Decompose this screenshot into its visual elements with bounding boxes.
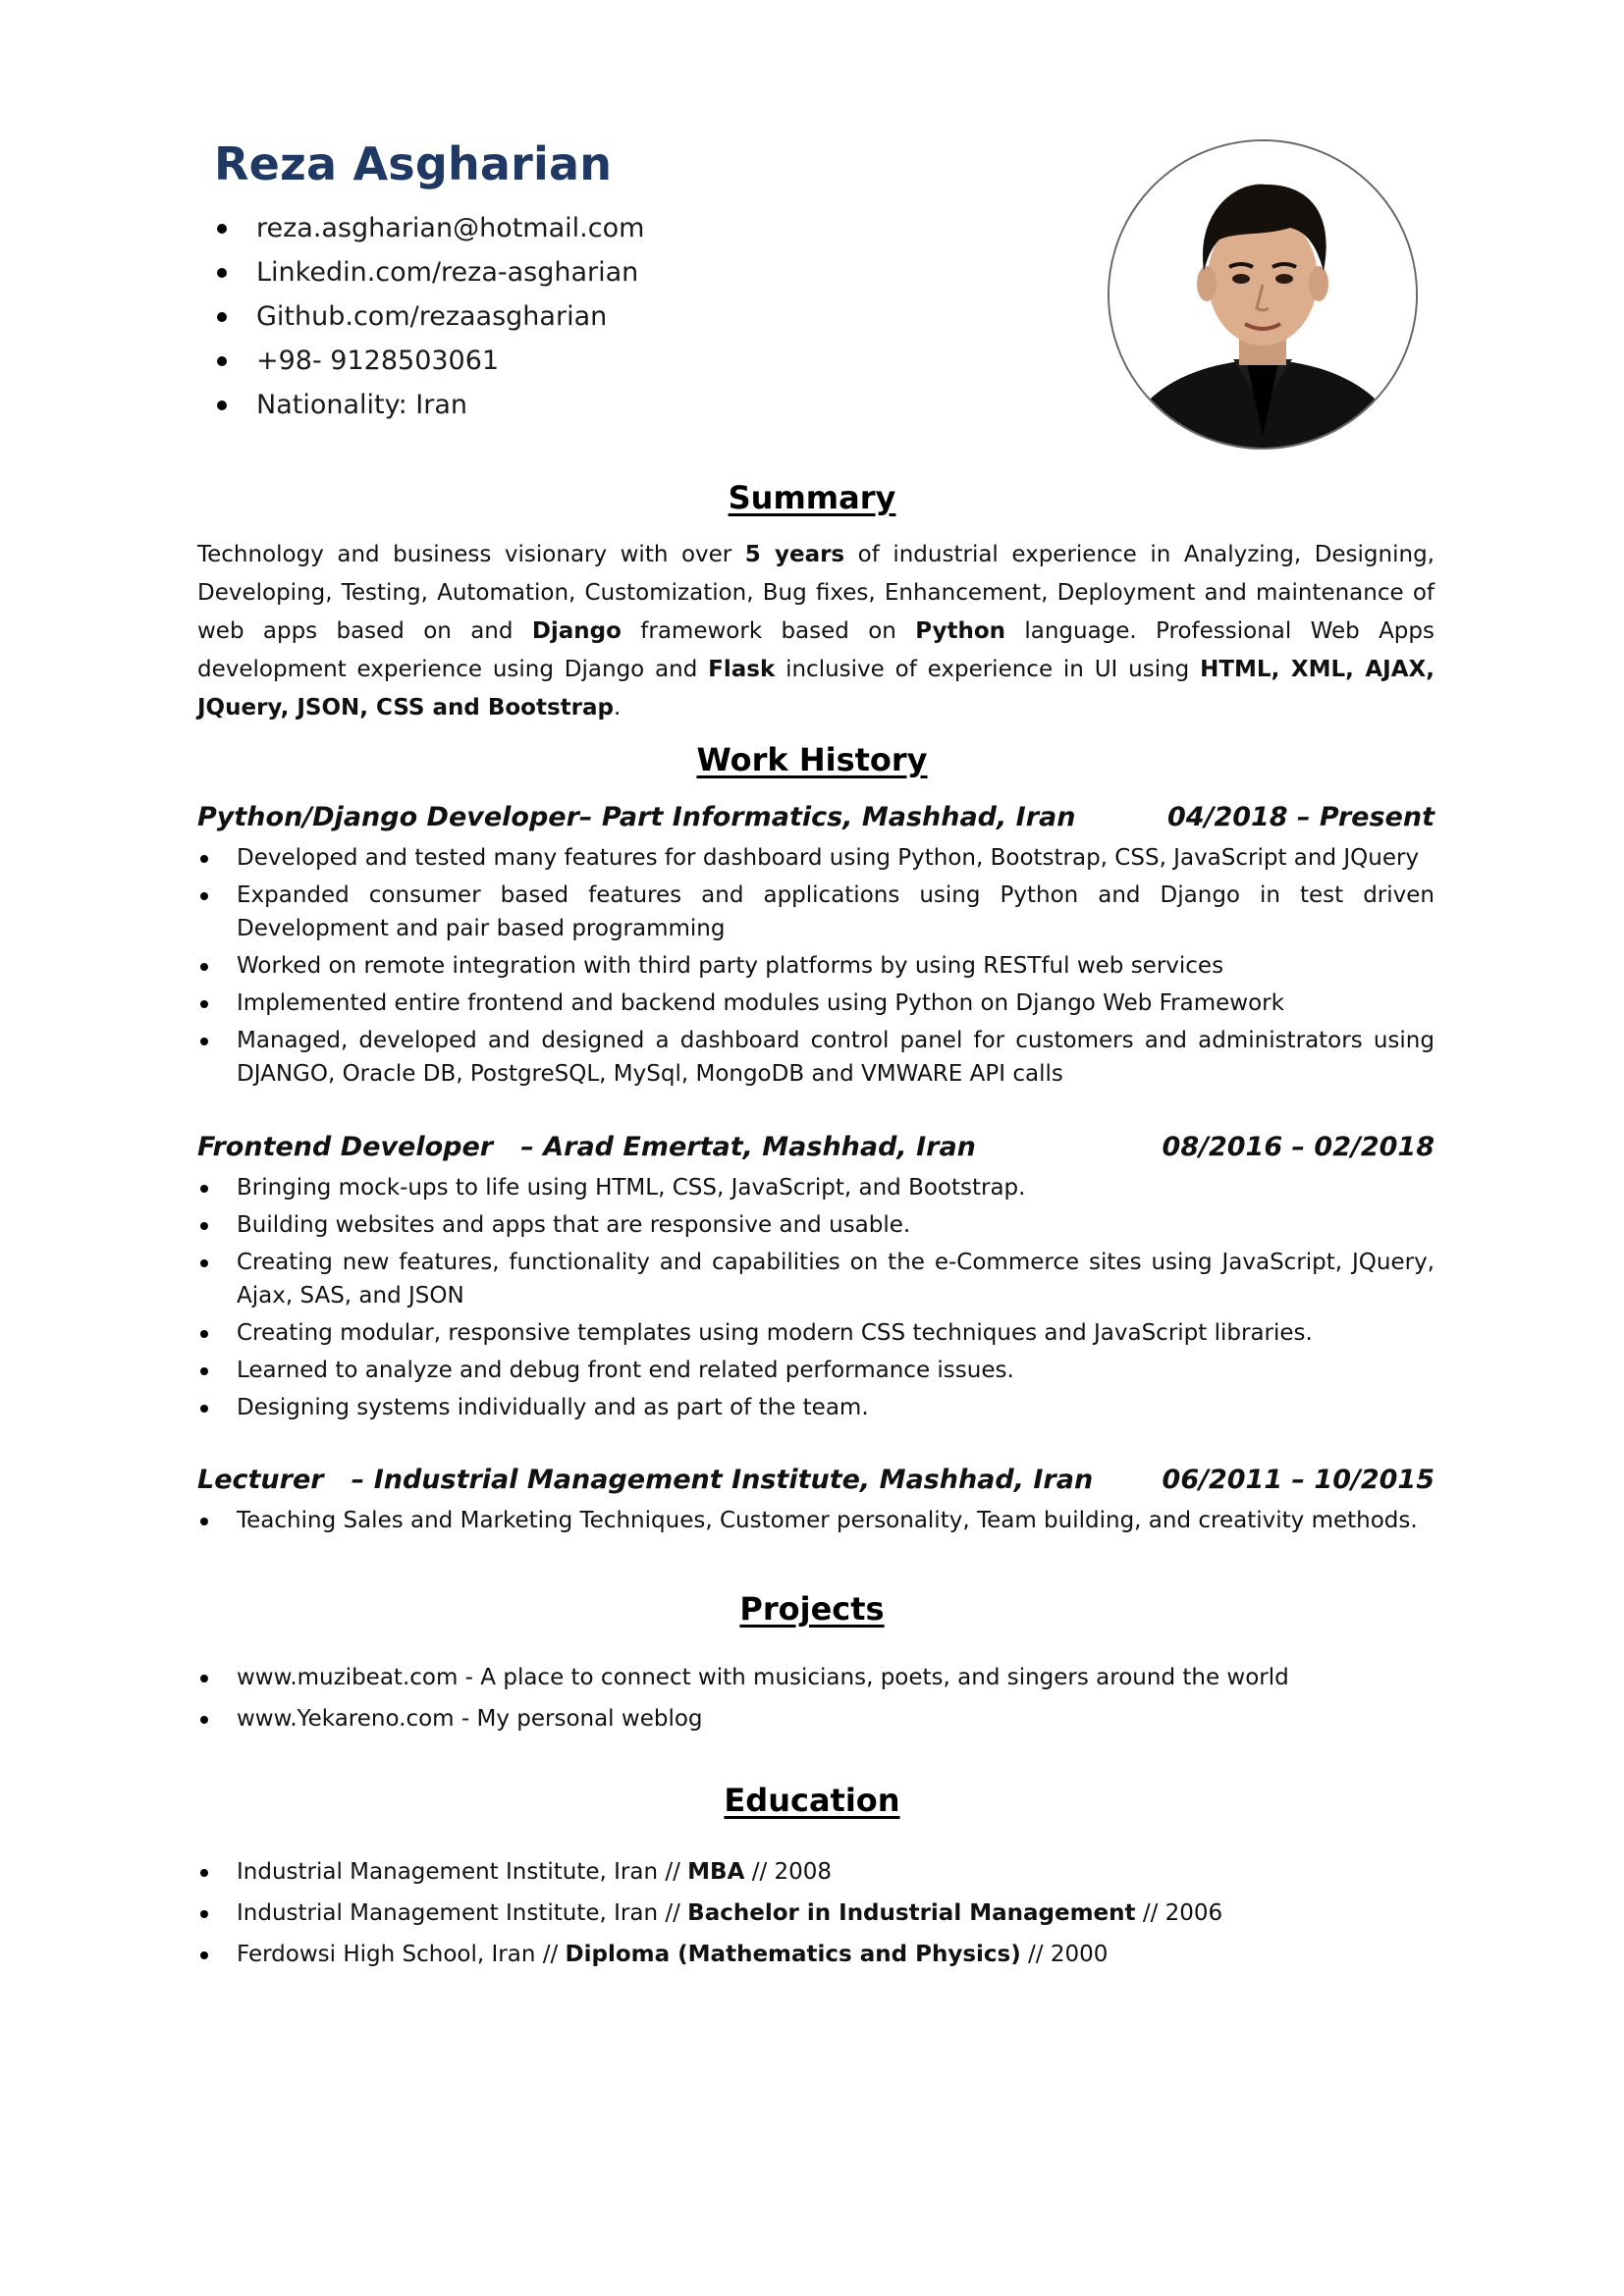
profile-photo [1108, 139, 1418, 450]
education-degree: Bachelor in Industrial Management [687, 1900, 1136, 1926]
education-institution: Industrial Management Institute, Iran // [237, 1900, 688, 1926]
job-header-1 [197, 802, 1435, 837]
summary-heading: Summary [728, 479, 896, 516]
contact-phone: +98- 9128503061 [214, 339, 644, 383]
job-bullets-1 [197, 841, 1435, 1095]
job-dates: 08/2016 – 02/2018 [1162, 1132, 1435, 1162]
list-item: Creating modular, responsive templates using modern CSS techniques and JavaScript libraries. [197, 1316, 1435, 1350]
summary-highlight: Flask [708, 657, 776, 682]
job-title: Python/Django Developer– Part Informatics, Mashhad, Iran [197, 802, 1076, 832]
projects-list [197, 1661, 1435, 1743]
contact-nationality: Nationality: Iran [214, 383, 644, 427]
list-item [197, 1938, 1435, 1971]
list-item: Learned to analyze and debug front end related performance issues. [197, 1354, 1435, 1387]
contact-list [214, 206, 644, 427]
list-item [197, 1896, 1435, 1930]
job-bullets-3 [197, 1504, 1435, 1541]
list-item: Expanded consumer based features and applications using Python and Django in test driven Development and pair based programming [197, 879, 1435, 945]
job-title: Frontend Developer – Arad Emertat, Mashhad, Iran [197, 1132, 976, 1162]
contact-email: reza.asgharian@hotmail.com [214, 206, 644, 250]
list-item: www.Yekareno.com - My personal weblog [197, 1702, 1435, 1735]
education-degree: MBA [687, 1859, 745, 1885]
education-heading: Education [724, 1782, 900, 1819]
job-dates: 06/2011 – 10/2015 [1162, 1465, 1435, 1495]
candidate-name: Reza Asgharian [214, 137, 613, 190]
portrait-illustration [1110, 141, 1416, 448]
list-item: www.muzibeat.com - A place to connect with musicians, poets, and singers around the world [197, 1661, 1435, 1694]
summary-highlight: HTML, XML, AJAX, JQuery, JSON, CSS and Bootstrap [197, 657, 1435, 721]
contact-github: Github.com/rezaasgharian [214, 294, 644, 339]
list-item: Designing systems individually and as part of the team. [197, 1391, 1435, 1424]
summary-text: Technology and business visionary with over [197, 542, 745, 567]
education-year: // 2008 [744, 1859, 833, 1885]
list-item: Worked on remote integration with third party platforms by using RESTful web services [197, 949, 1435, 983]
work-history-heading: Work History [696, 741, 928, 778]
education-institution: Ferdowsi High School, Iran // [237, 1942, 566, 1967]
list-item: Bringing mock-ups to life using HTML, CSS, JavaScript, and Bootstrap. [197, 1171, 1435, 1204]
summary-highlight: Python [915, 618, 1006, 644]
list-item: Developed and tested many features for dashboard using Python, Bootstrap, CSS, JavaScript and JQuery [197, 841, 1435, 875]
list-item: Managed, developed and designed a dashboard control panel for customers and administrators using DJANGO, Oracle DB, PostgreSQL, MySql, MongoDB and VMWARE API calls [197, 1024, 1435, 1091]
job-bullets-2 [197, 1171, 1435, 1428]
education-year: // 2000 [1020, 1942, 1109, 1967]
contact-linkedin: Linkedin.com/reza-asgharian [214, 250, 644, 294]
list-item: Building websites and apps that are responsive and usable. [197, 1208, 1435, 1242]
projects-heading: Projects [739, 1590, 885, 1628]
summary-text: of industrial experience in Analyzing, Designing, Developing, Testing, Automation, Customization, Bug fixes, Enhancement, Deployment and maintenance of web apps based on and [197, 542, 1435, 644]
job-dates: 04/2018 – Present [1167, 802, 1435, 832]
education-institution: Industrial Management Institute, Iran // [237, 1859, 688, 1885]
summary-paragraph [197, 536, 1435, 727]
summary-text: framework based on [621, 618, 916, 644]
summary-text: language. Professional Web Apps development experience using Django and [197, 618, 1435, 682]
education-year: // 2006 [1135, 1900, 1223, 1926]
list-item: Implemented entire frontend and backend modules using Python on Django Web Framework [197, 987, 1435, 1020]
job-header-2 [197, 1132, 1435, 1167]
education-list [197, 1855, 1435, 1979]
summary-highlight: 5 years [744, 542, 845, 567]
list-item [197, 1855, 1435, 1889]
job-header-3 [197, 1465, 1435, 1500]
list-item: Creating new features, functionality and capabilities on the e-Commerce sites using JavaScript, JQuery, Ajax, SAS, and JSON [197, 1246, 1435, 1312]
job-title: Lecturer – Industrial Management Institute, Mashhad, Iran [197, 1465, 1094, 1495]
summary-text: . [613, 695, 622, 721]
summary-text: inclusive of experience in UI using [775, 657, 1201, 682]
summary-highlight: Django [531, 618, 622, 644]
list-item: Teaching Sales and Marketing Techniques, Customer personality, Team building, and creativity methods. [197, 1504, 1435, 1537]
education-degree: Diploma (Mathematics and Physics) [565, 1942, 1021, 1967]
